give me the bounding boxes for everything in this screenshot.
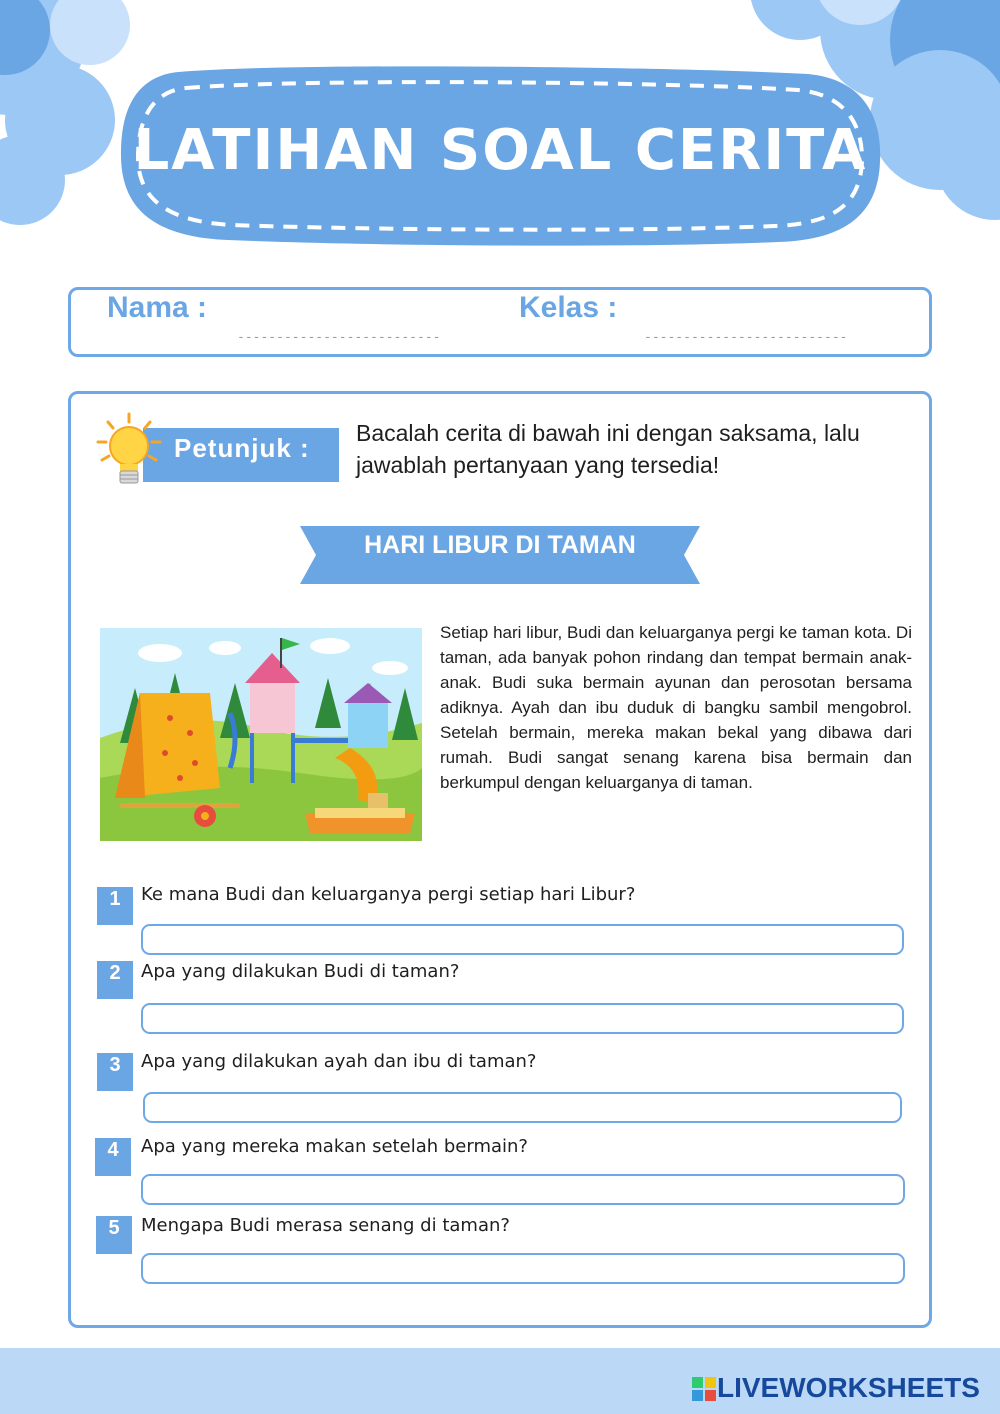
liveworksheets-brand[interactable]: LIVEWORKSHEETS [717, 1372, 980, 1403]
question-3-number: 3 [97, 1053, 133, 1091]
question-5-answer-field[interactable] [141, 1253, 905, 1284]
question-2-number: 2 [97, 961, 133, 999]
page-title: LATIHAN SOAL CERITA [133, 118, 868, 183]
instructions-label: Petunjuk : [174, 433, 310, 463]
class-label: Kelas : [519, 291, 618, 324]
name-field[interactable]: -------------------------- [237, 330, 441, 342]
question-4-number: 4 [95, 1138, 131, 1176]
lightbulb-icon [96, 412, 162, 490]
playground-illustration [100, 628, 422, 841]
question-3-answer-field[interactable] [143, 1092, 902, 1123]
question-2-answer-field[interactable] [141, 1003, 904, 1034]
question-1-answer-field[interactable] [141, 924, 904, 955]
question-3-text: Apa yang dilakukan ayah dan ibu di taman? [141, 1051, 537, 1072]
question-4-text: Apa yang mereka makan setelah bermain? [141, 1136, 528, 1157]
question-5-number: 5 [96, 1216, 132, 1254]
question-1-number: 1 [97, 887, 133, 925]
story-body: Setiap hari libur, Budi dan keluarganya pergi ke taman kota. Di taman, ada banyak pohon rindang dan tempat bermain anak-anak. Budi suka bermain ayunan dan perosotan bersama adiknya. Ayah dan ibu duduk di bangku sambil mengobrol. Setelah bermain, mereka makan bekal yang dibawa dari rumah. Budi sangat senang karena bisa bermain dan berkumpul dengan keluarganya di taman. [440, 623, 912, 792]
name-label: Nama : [107, 291, 208, 324]
class-field[interactable]: -------------------------- [644, 330, 848, 342]
instructions-text: Bacalah cerita di bawah ini dengan saksama, lalu jawablah pertanyaan yang tersedia! [356, 420, 860, 478]
question-4-answer-field[interactable] [141, 1174, 905, 1205]
story-title: HARI LIBUR DI TAMAN [364, 531, 636, 559]
question-5-text: Mengapa Budi merasa senang di taman? [141, 1215, 510, 1236]
question-2-text: Apa yang dilakukan Budi di taman? [141, 961, 460, 982]
liveworksheets-logo-icon [692, 1377, 716, 1401]
question-1-text: Ke mana Budi dan keluarganya pergi setiap hari Libur? [141, 884, 636, 905]
